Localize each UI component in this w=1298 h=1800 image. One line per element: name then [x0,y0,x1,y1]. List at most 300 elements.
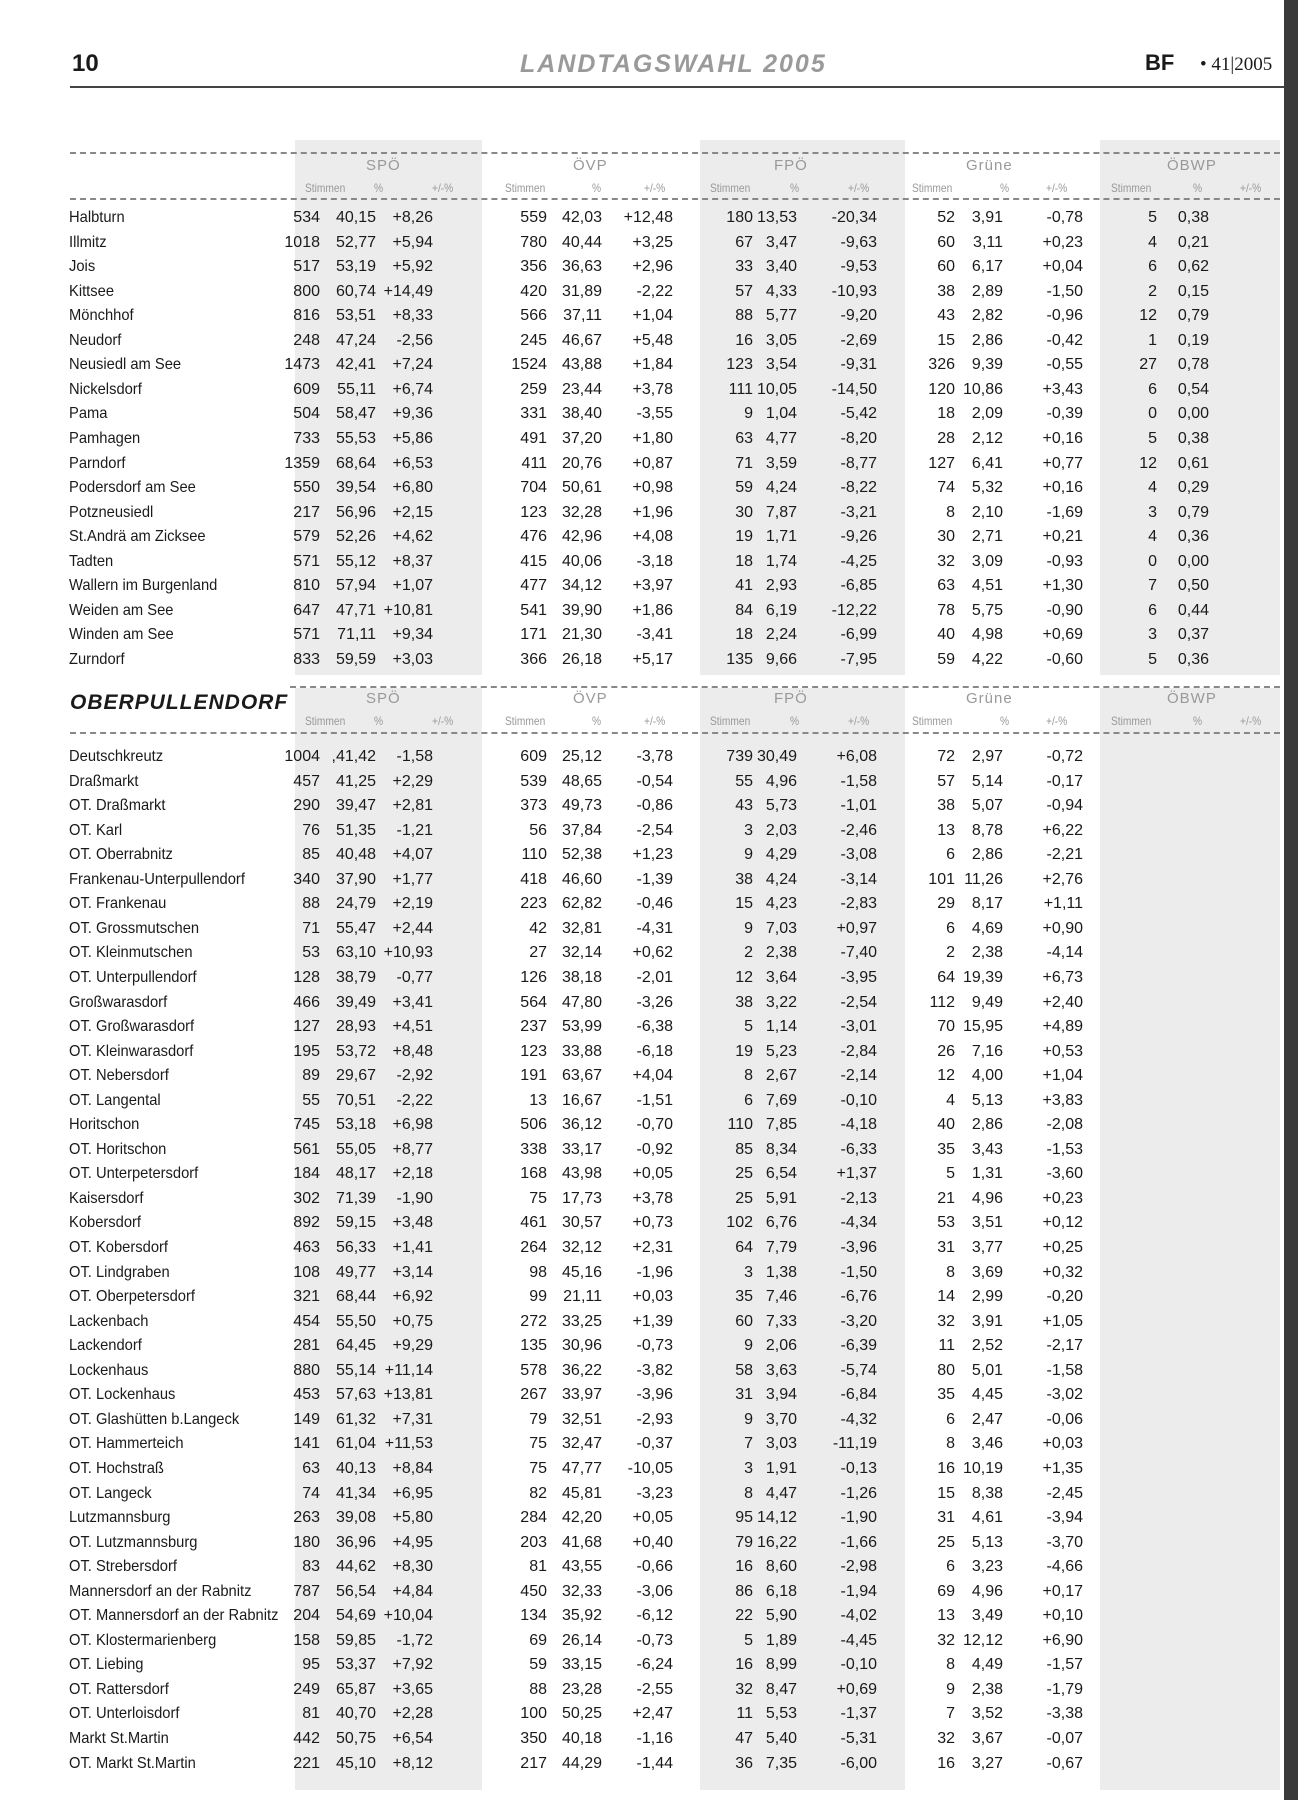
cell-col-8: 1,71 [765,528,797,546]
cell-col-4: 98 [529,1263,547,1281]
cell-col-4: 56 [529,821,547,839]
cell-col-9: -2,69 [840,331,877,349]
table-row [0,623,1290,647]
cell-col-4: 123 [520,503,547,521]
cell-col-12: +3,43 [1042,380,1083,398]
cell-col-10: 25 [937,1533,955,1551]
table-row [0,843,1290,867]
cell-col-4: 780 [520,233,547,251]
cell-col-5: 43,88 [561,356,602,374]
cell-col-4: 541 [520,601,547,619]
cell-col-7: 86 [735,1582,753,1600]
cell-col-4: 704 [520,479,547,497]
cell-col-9: -4,45 [840,1631,877,1649]
cell-col-10: 70 [937,1018,955,1036]
cell-col-13: 4 [1148,479,1157,497]
cell-col-10: 60 [937,258,955,276]
municipality-name: Lackenbach [69,1312,149,1330]
cell-col-8: 2,03 [765,821,797,839]
municipality-name: OT. Grossmutschen [69,919,200,937]
cell-col-4: 168 [520,1165,547,1183]
cell-col-10: 38 [937,282,955,300]
cell-col-12: -0,90 [1046,601,1083,619]
cell-col-4: 331 [520,405,547,423]
municipality-name: OT. Langental [69,1091,161,1109]
cell-col-14: 0,36 [1177,528,1209,546]
cell-col-4: 418 [520,870,547,888]
cell-col-3: +5,92 [392,258,433,276]
cell-col-10: 326 [928,356,955,374]
cell-col-11: 3,77 [971,1239,1003,1256]
cell-col-8: 3,94 [765,1386,797,1404]
cell-col-2: 40,15 [335,209,376,226]
cell-col-11: 2,38 [971,944,1003,962]
cell-col-13: 3 [1148,626,1157,644]
municipality-name: Weiden am See [69,601,174,619]
table-row [0,1113,1290,1137]
municipality-name: OT. Unterloisdorf [69,1705,180,1723]
cell-col-10: 32 [937,1312,955,1330]
cell-col-9: -9,53 [840,258,877,276]
section1-party-4: ÖBWP [1167,157,1217,174]
cell-col-1: 466 [293,993,320,1011]
cell-col-1: 517 [293,258,320,276]
cell-col-2: ,41,42 [331,748,376,765]
cell-col-5: 50,61 [561,479,602,497]
cell-col-2: 59,85 [335,1631,376,1649]
cell-col-3: +8,48 [392,1042,433,1060]
cell-col-6: -4,31 [636,919,673,937]
cell-col-5: 42,03 [561,209,602,226]
section1-subheader-4: % [592,181,602,195]
cell-col-9: -6,99 [840,626,877,644]
table-row [0,599,1290,623]
cell-col-5: 43,98 [561,1165,602,1183]
cell-col-9: -2,13 [840,1189,877,1207]
cell-col-8: 7,85 [765,1116,797,1134]
cell-col-3: +2,15 [392,503,433,521]
cell-col-4: 123 [520,1042,547,1060]
municipality-name: OT. Kleinmutschen [69,944,193,962]
cell-col-6: -1,16 [636,1730,673,1747]
cell-col-3: +5,86 [392,429,433,447]
cell-col-9: +1,37 [836,1165,877,1183]
cell-col-8: 1,14 [765,1018,797,1036]
cell-col-8: 8,34 [765,1140,797,1158]
cell-col-3: +2,18 [392,1165,433,1183]
cell-col-6: -0,92 [636,1140,673,1158]
cell-col-9: -3,01 [840,1018,877,1036]
cell-col-11: 5,07 [971,797,1003,815]
cell-col-12: +1,30 [1042,577,1083,595]
section1-subheader-6: Stimmen [710,181,751,195]
cell-col-8: 5,90 [765,1607,797,1625]
cell-col-7: 43 [735,797,753,815]
table-row [0,1457,1290,1481]
cell-col-5: 40,44 [561,233,602,251]
table-row [0,1752,1290,1776]
cell-col-8: 1,38 [765,1263,797,1281]
cell-col-1: 321 [293,1288,320,1306]
section1-subheader-10: % [1000,181,1010,195]
cell-col-5: 33,88 [561,1042,602,1060]
cell-col-9: -12,22 [831,601,877,619]
municipality-name: OT. Unterpullendorf [69,968,197,986]
cell-col-5: 38,18 [561,968,602,986]
table-row [0,1432,1290,1456]
cell-col-11: 1,31 [971,1165,1003,1183]
cell-col-10: 13 [937,1607,955,1625]
cell-col-12: -0,78 [1046,209,1083,226]
cell-col-9: -9,20 [840,307,877,325]
municipality-name: OT. Draßmarkt [69,797,166,815]
cell-col-13: 5 [1148,650,1157,668]
table-row [0,1261,1290,1285]
cell-col-3: +4,95 [392,1533,433,1551]
cell-col-12: -1,53 [1046,1140,1083,1158]
cell-col-8: 8,99 [765,1656,797,1674]
table-row [0,550,1290,574]
cell-col-6: -0,46 [636,895,673,913]
section2-top-rule [290,686,1280,688]
cell-col-11: 3,27 [971,1754,1003,1772]
publication-title: LANDTAGSWAHL 2005 [520,50,827,78]
cell-col-5: 50,25 [561,1705,602,1723]
cell-col-8: 4,23 [765,895,797,913]
cell-col-9: -4,32 [840,1410,877,1428]
cell-col-10: 40 [937,1116,955,1134]
cell-col-12: +2,40 [1042,993,1083,1011]
cell-col-6: -0,54 [636,772,673,790]
cell-col-12: +0,16 [1042,429,1083,447]
table-row [0,1555,1290,1579]
cell-col-11: 12,12 [962,1631,1003,1649]
cell-col-6: +3,78 [632,380,673,398]
section1-sub-rule [70,198,1280,200]
cell-col-8: 4,77 [765,429,797,447]
cell-col-9: -6,85 [840,577,877,595]
cell-col-6: +4,08 [632,528,673,546]
cell-col-14: 0,29 [1177,479,1209,497]
cell-col-10: 32 [937,552,955,570]
cell-col-11: 5,13 [971,1533,1003,1551]
cell-col-14: 0,15 [1177,282,1209,300]
cell-col-10: 60 [937,233,955,251]
cell-col-1: 550 [293,479,320,497]
cell-col-11: 2,12 [971,429,1003,447]
cell-col-1: 571 [293,626,320,644]
cell-col-6: +1,84 [632,356,673,374]
cell-col-8: 2,24 [765,626,797,644]
cell-col-7: 59 [735,479,753,497]
table-row [0,329,1290,353]
cell-col-7: 16 [735,1656,753,1674]
cell-col-7: 5 [744,1018,753,1036]
cell-col-1: 880 [293,1361,320,1379]
cell-col-1: 248 [293,331,320,349]
cell-col-9: -2,83 [840,895,877,913]
table-row [0,745,1290,769]
cell-col-5: 47,80 [561,993,602,1011]
cell-col-12: -2,21 [1046,846,1083,864]
cell-col-7: 18 [735,626,753,644]
section2-sub-rule [70,732,1280,734]
cell-col-11: 3,23 [971,1558,1003,1576]
cell-col-8: 14,12 [756,1509,797,1527]
cell-col-2: 57,63 [335,1386,376,1404]
cell-col-1: 453 [293,1386,320,1404]
cell-col-7: 35 [735,1288,753,1306]
cell-col-5: 45,16 [561,1263,602,1281]
cell-col-6: +0,87 [632,454,673,472]
cell-col-1: 340 [293,870,320,888]
cell-col-6: -2,22 [636,282,673,300]
cell-col-11: 4,45 [971,1386,1003,1404]
cell-col-12: +0,12 [1042,1214,1083,1232]
cell-col-8: 3,54 [765,356,797,374]
cell-col-11: 3,91 [971,209,1003,226]
cell-col-4: 366 [520,650,547,668]
table-row [0,892,1290,916]
cell-col-11: 10,86 [962,380,1003,398]
cell-col-6: -0,86 [636,797,673,815]
cell-col-6: +0,05 [632,1509,673,1527]
cell-col-7: 19 [735,528,753,546]
cell-col-14: 0,21 [1177,233,1209,251]
cell-col-3: +2,19 [392,895,433,913]
cell-col-2: 55,53 [335,429,376,447]
cell-col-2: 49,77 [335,1263,376,1281]
cell-col-6: +5,17 [632,650,673,668]
section2-subheader-7: % [790,714,800,728]
cell-col-7: 9 [744,1337,753,1355]
cell-col-5: 34,12 [561,577,602,595]
table-row [0,966,1290,990]
cell-col-9: -8,22 [840,479,877,497]
cell-col-8: 30,49 [756,748,797,765]
cell-col-4: 82 [529,1484,547,1502]
cell-col-11: 2,47 [971,1410,1003,1428]
cell-col-2: 70,51 [335,1091,376,1109]
cell-col-5: 36,63 [561,258,602,276]
table-row [0,255,1290,279]
cell-col-12: -3,70 [1046,1533,1083,1551]
cell-col-4: 100 [520,1705,547,1723]
cell-col-9: -6,33 [840,1140,877,1158]
cell-col-10: 13 [937,821,955,839]
cell-col-5: 63,67 [561,1067,602,1085]
cell-col-4: 450 [520,1582,547,1600]
cell-col-6: +3,78 [632,1189,673,1207]
section1-subheader-5: +/-% [644,181,666,195]
cell-col-8: 2,06 [765,1337,797,1355]
cell-col-7: 110 [727,1116,753,1134]
table-row [0,1138,1290,1162]
cell-col-3: +10,81 [383,601,433,619]
cell-col-9: -7,40 [840,944,877,962]
cell-col-3: -1,58 [396,748,433,765]
cell-col-11: 3,46 [971,1435,1003,1453]
table-row [0,1727,1290,1751]
cell-col-9: +0,69 [836,1680,877,1698]
municipality-name: OT. Klostermarienberg [69,1631,217,1649]
table-row [0,1506,1290,1530]
cell-col-4: 134 [520,1607,547,1625]
section2-subheader-2: +/-% [432,714,454,728]
table-row [0,1629,1290,1653]
table-row [0,1211,1290,1235]
cell-col-11: 7,16 [971,1042,1003,1060]
cell-col-5: 23,28 [561,1680,602,1698]
cell-col-9: -0,10 [840,1656,877,1674]
cell-col-6: +1,39 [632,1312,673,1330]
cell-col-5: 26,14 [561,1631,602,1649]
table-row [0,402,1290,426]
cell-col-2: 36,96 [335,1533,376,1551]
table-row [0,1334,1290,1358]
cell-col-6: -3,78 [636,748,673,765]
cell-col-6: +0,05 [632,1165,673,1183]
cell-col-10: 112 [929,993,955,1011]
cell-col-8: 3,63 [765,1361,797,1379]
cell-col-11: 6,41 [971,454,1003,472]
cell-col-6: -2,01 [636,968,673,986]
cell-col-1: 221 [293,1754,320,1772]
cell-col-3: +8,26 [392,209,433,226]
cell-col-2: 39,08 [335,1509,376,1527]
cell-col-12: +0,32 [1042,1263,1083,1281]
cell-col-9: -3,96 [840,1239,877,1256]
municipality-name: OT. Lutzmannsburg [69,1533,198,1551]
cell-col-11: 3,67 [971,1730,1003,1747]
cell-col-12: -0,93 [1046,552,1083,570]
cell-col-1: 463 [293,1239,320,1256]
cell-col-10: 6 [946,846,955,864]
cell-col-2: 41,34 [335,1484,376,1502]
cell-col-5: 32,47 [561,1435,602,1453]
table-row [0,917,1290,941]
cell-col-8: 3,47 [765,233,797,251]
cell-col-12: -0,06 [1046,1410,1083,1428]
cell-col-4: 13 [529,1091,547,1109]
cell-col-11: 5,32 [971,479,1003,497]
cell-col-6: +1,86 [632,601,673,619]
cell-col-2: 59,15 [335,1214,376,1232]
cell-col-7: 739 [726,748,753,765]
cell-col-8: 2,93 [765,577,797,595]
header-rule [70,86,1298,88]
cell-col-2: 65,87 [335,1680,376,1698]
cell-col-2: 63,10 [335,944,376,962]
cell-col-12: -4,14 [1046,944,1083,962]
cell-col-13: 0 [1148,552,1157,570]
cell-col-6: +4,04 [632,1067,673,1085]
cell-col-11: 4,96 [971,1582,1003,1600]
cell-col-4: 564 [520,993,547,1011]
cell-col-6: -6,38 [636,1018,673,1036]
cell-col-10: 80 [937,1361,955,1379]
section1-subheader-2: +/-% [432,181,454,195]
municipality-name: OT. Oberpetersdorf [69,1288,195,1306]
table-row [0,1064,1290,1088]
municipality-name: OT. Großwarasdorf [69,1018,195,1036]
cell-col-6: -0,73 [636,1337,673,1355]
cell-col-11: 3,11 [973,233,1003,251]
page-number: 10 [72,50,99,77]
cell-col-3: +13,81 [383,1386,433,1404]
cell-col-7: 88 [735,307,753,325]
section2-subheader-9: Stimmen [912,714,953,728]
cell-col-2: 55,14 [335,1361,376,1379]
cell-col-6: -6,12 [636,1607,673,1625]
cell-col-1: 290 [293,797,320,815]
cell-col-6: -3,55 [636,405,673,423]
municipality-name: OT. Oberrabnitz [69,846,173,864]
cell-col-4: 461 [520,1214,547,1232]
cell-col-9: -2,46 [840,821,877,839]
cell-col-1: 89 [302,1067,320,1085]
cell-col-2: 55,47 [335,919,376,937]
cell-col-1: 1018 [284,233,320,251]
cell-col-6: -1,39 [636,870,673,888]
cell-col-9: -1,66 [840,1533,877,1551]
cell-col-5: 43,55 [561,1558,602,1576]
cell-col-1: 454 [293,1312,320,1330]
municipality-name: OT. Lindgraben [69,1263,170,1281]
cell-col-2: 45,10 [335,1754,376,1772]
cell-col-8: 4,96 [765,772,797,790]
cell-col-3: +6,95 [392,1484,433,1502]
cell-col-13: 2 [1148,282,1157,300]
cell-col-2: 39,54 [335,479,376,497]
cell-col-9: -1,01 [840,797,877,815]
section1-party-3: Grüne [966,157,1013,174]
cell-col-2: 47,24 [335,331,376,349]
municipality-name: Wallern im Burgenland [69,577,218,595]
cell-col-4: 411 [521,454,547,472]
cell-col-8: 5,73 [765,797,797,815]
cell-col-1: 457 [293,772,320,790]
cell-col-2: 39,49 [335,993,376,1011]
cell-col-5: 21,30 [561,626,602,644]
municipality-name: Halbturn [69,209,125,226]
cell-col-1: 88 [302,895,320,913]
cell-col-1: 85 [302,846,320,864]
table-row [0,1359,1290,1383]
cell-col-6: -3,82 [636,1361,673,1379]
table-row [0,574,1290,598]
cell-col-13: 0 [1148,405,1157,423]
cell-col-12: +3,83 [1042,1091,1083,1109]
table-row [0,1653,1290,1677]
cell-col-10: 52 [937,209,955,226]
cell-col-1: 76 [302,821,320,839]
municipality-name: Mannersdorf an der Rabnitz [69,1582,252,1600]
cell-col-8: 5,23 [765,1042,797,1060]
cell-col-13: 5 [1148,429,1157,447]
cell-col-4: 267 [520,1386,547,1404]
cell-col-8: 1,89 [765,1631,797,1649]
cell-col-2: 53,51 [335,307,376,325]
cell-col-12: +1,11 [1043,895,1083,913]
cell-col-5: 20,76 [561,454,602,472]
cell-col-7: 6 [744,1091,753,1109]
cell-col-6: -6,18 [636,1042,673,1060]
cell-col-7: 8 [744,1067,753,1085]
cell-col-3: +6,74 [392,380,433,398]
cell-col-10: 2 [946,944,955,962]
section1-party-0: SPÖ [366,157,401,174]
